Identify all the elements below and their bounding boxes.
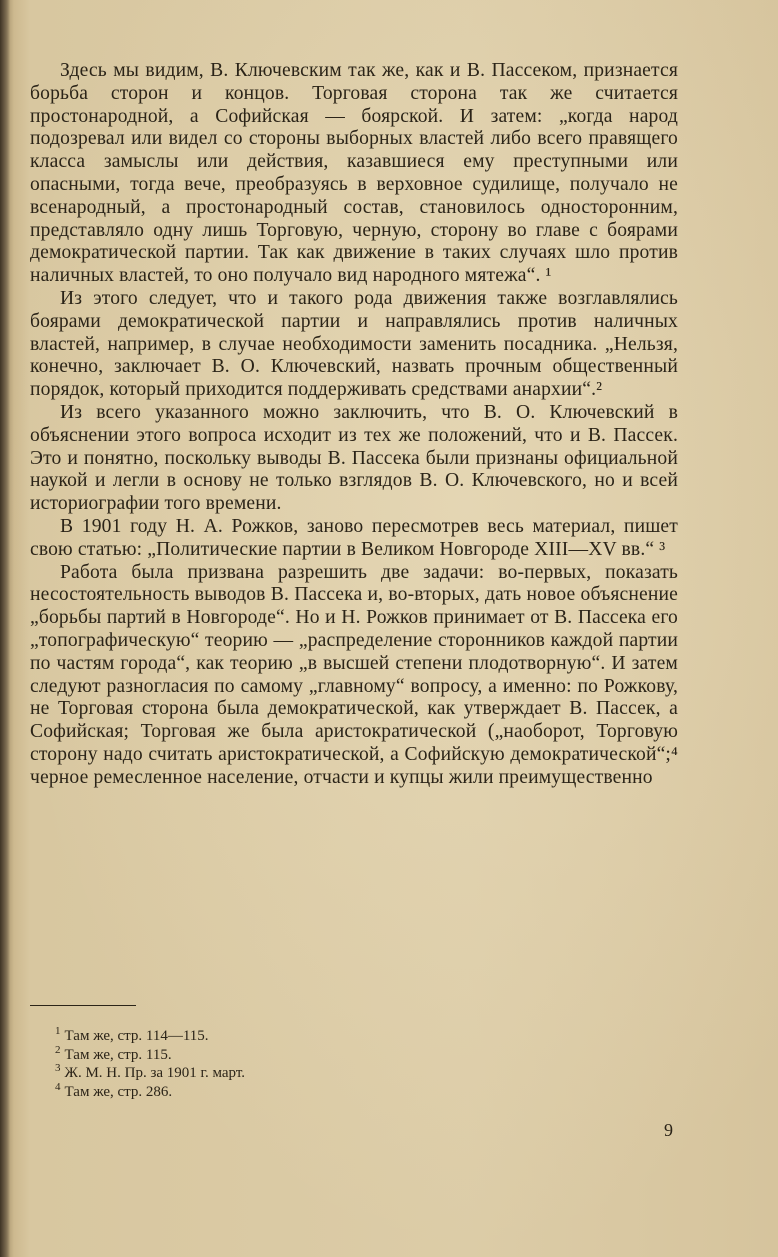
footnote-3	[55, 1064, 455, 1083]
paragraph-1: Здесь мы видим, В. Ключевским так же, как и В. Пассеком, признается борьба сторон и концов. Торговая сторона так же считается простонародной, а Софийская — боярской. И затем: „когда народ подозревал или видел со стороны выборных властей либо всего правящего класса замыслы или действия, казавшиеся ему преступными или опасными, тогда вече, преобразуясь в верховное судилище, получало не всенародный, а простонародный состав, становилось односторонним, представляло одну лишь Торговую, черную, сторону во главе с боярами демократической партии. Так как движение в таких случаях шло против наличных властей, то оно получало вид народного мятежа“. ¹	[30, 60, 678, 287]
footnote-text: Там же, стр. 114—115.	[64, 1028, 209, 1044]
footnote-separator	[30, 1005, 136, 1006]
footnote-text: Ж. М. Н. Пр. за 1901 г. март.	[64, 1065, 246, 1081]
paragraph-5: Работа была призвана разрешить две задачи: во-первых, показать несостоятельность выводов В. Пассека и, во-вторых, дать новое объяснение „борьбы партий в Новгороде“. Но и Н. Рожков принимает от В. Пассека его „топографическую“ теорию — „распределение сторонников каждой партии по частям города“, как теорию „в высшей степени плодотворную“. И затем следуют разногласия по самому „главному“ вопросу, а именно: по Рожкову, не Торговая сторона была демократической, как утверждает В. Пассек, а Софийская; Торговая же была аристократической („наоборот, Торговую сторону надо считать аристократической, а Софийскую демократической“;⁴ черное ремесленное население, отчасти и купцы жили преимущественно	[30, 561, 678, 788]
footnote-mark: 4	[55, 1080, 61, 1093]
paragraph-2: Из этого следует, что и такого рода движения также возглавлялись боярами демократической партии и направлялись против наличных властей, например, в случае необходимости заменить посадника. „Нельзя, конечно, заключает В. О. Ключевский, назвать прочным общественный порядок, который приходится поддерживать средствами анархии“.²	[30, 287, 678, 401]
main-text	[30, 60, 678, 790]
footnote-4	[55, 1080, 455, 1102]
footnote-1	[55, 1027, 455, 1046]
book-spine-shadow	[0, 0, 10, 1257]
footnote-mark: 2	[55, 1043, 61, 1056]
footnote-text: Там же, стр. 115.	[64, 1046, 172, 1063]
footnote-mark: 3	[55, 1062, 61, 1074]
footnote-text: Там же, стр. 286.	[64, 1083, 173, 1100]
footnotes	[55, 1027, 455, 1101]
footnote-2	[55, 1043, 455, 1065]
paragraph-3: Из всего указанного можно заключить, что В. О. Ключевский в объяснении этого вопроса исходит из тех же положений, что и В. Пассек. Это и понятно, поскольку выводы В. Пассека были признаны официальной наукой и легли в основу не только взглядов В. О. Ключевского, но и всей историографии того времени.	[30, 401, 678, 515]
page-number: 9	[664, 1120, 673, 1140]
paragraph-4: В 1901 году Н. А. Рожков, заново пересмотрев весь материал, пишет свою статью: „Политические партии в Великом Новгороде XIII—XV вв.“ ³	[30, 515, 678, 560]
footnote-mark: 1	[55, 1025, 61, 1037]
